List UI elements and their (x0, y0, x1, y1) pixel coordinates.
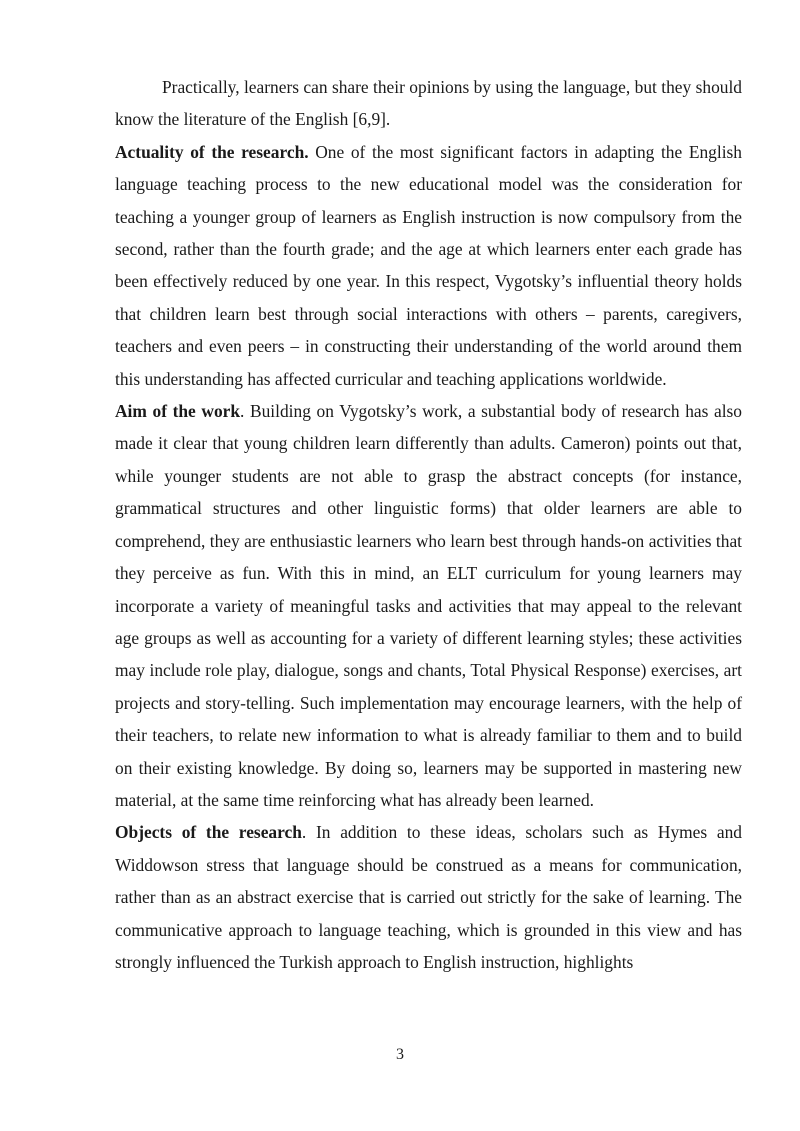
paragraph-intro (115, 71, 742, 136)
paragraph-text: . In addition to these ideas, scholars such as Hymes and Widdowson stress that language should be construed as a means for communication, rather than as an abstract exercise that is carried out strictly for the sake of learning. The communicative approach to language teaching, which is grounded in this view and has strongly influenced the Turkish approach to English instruction, highlights (115, 822, 742, 972)
section-heading-actuality: Actuality of the research. (115, 141, 309, 162)
paragraph-aim (115, 395, 742, 816)
document-body (115, 71, 742, 978)
section-heading-aim: Aim of the work (115, 401, 241, 422)
section-heading-objects: Objects of the research (115, 822, 302, 843)
paragraph-text: . Building on Vygotsky’s work, a substantial body of research has also made it clear that young children learn differently than adults. Cameron) points out that, while younger students are not able to grasp the abstract concepts (for instance, grammatical structures and other linguistic forms) that older learners are able to comprehend, they are enthusiastic learners who learn best through hands-on activities that they perceive as fun. With this in mind, an ELT curriculum for young learners may incorporate a variety of meaningful tasks and activities that may appeal to the relevant age groups as well as accounting for a variety of different learning styles; these activities may include role play, dialogue, songs and chants, Total Physical Response) exercises, art projects and story-telling. Such implementation may encourage learners, with the help of their teachers, to relate new information to what is already familiar to them and to build on their existing knowledge. By doing so, learners may be supported in mastering new material, at the same time reinforcing what has already been learned. (115, 401, 742, 810)
page-number: 3 (396, 1046, 404, 1063)
paragraph-text: Practically, learners can share their opinions by using the language, but they should know the literature of the English [6,9]. (115, 77, 742, 130)
paragraph-objects (115, 816, 742, 978)
paragraph-text: One of the most significant factors in adapting the English language teaching process to the new educational model was the consideration for teaching a younger group of learners as English instruction is now compulsory from the second, rather than the fourth grade; and the age at which learners enter each grade has been effectively reduced by one year. In this respect, Vygotsky’s influential theory holds that children learn best through social interactions with others – parents, caregivers, teachers and even peers – in constructing their understanding of the world around them this understanding has affected curricular and teaching applications worldwide. (115, 141, 742, 389)
paragraph-actuality (115, 136, 742, 395)
